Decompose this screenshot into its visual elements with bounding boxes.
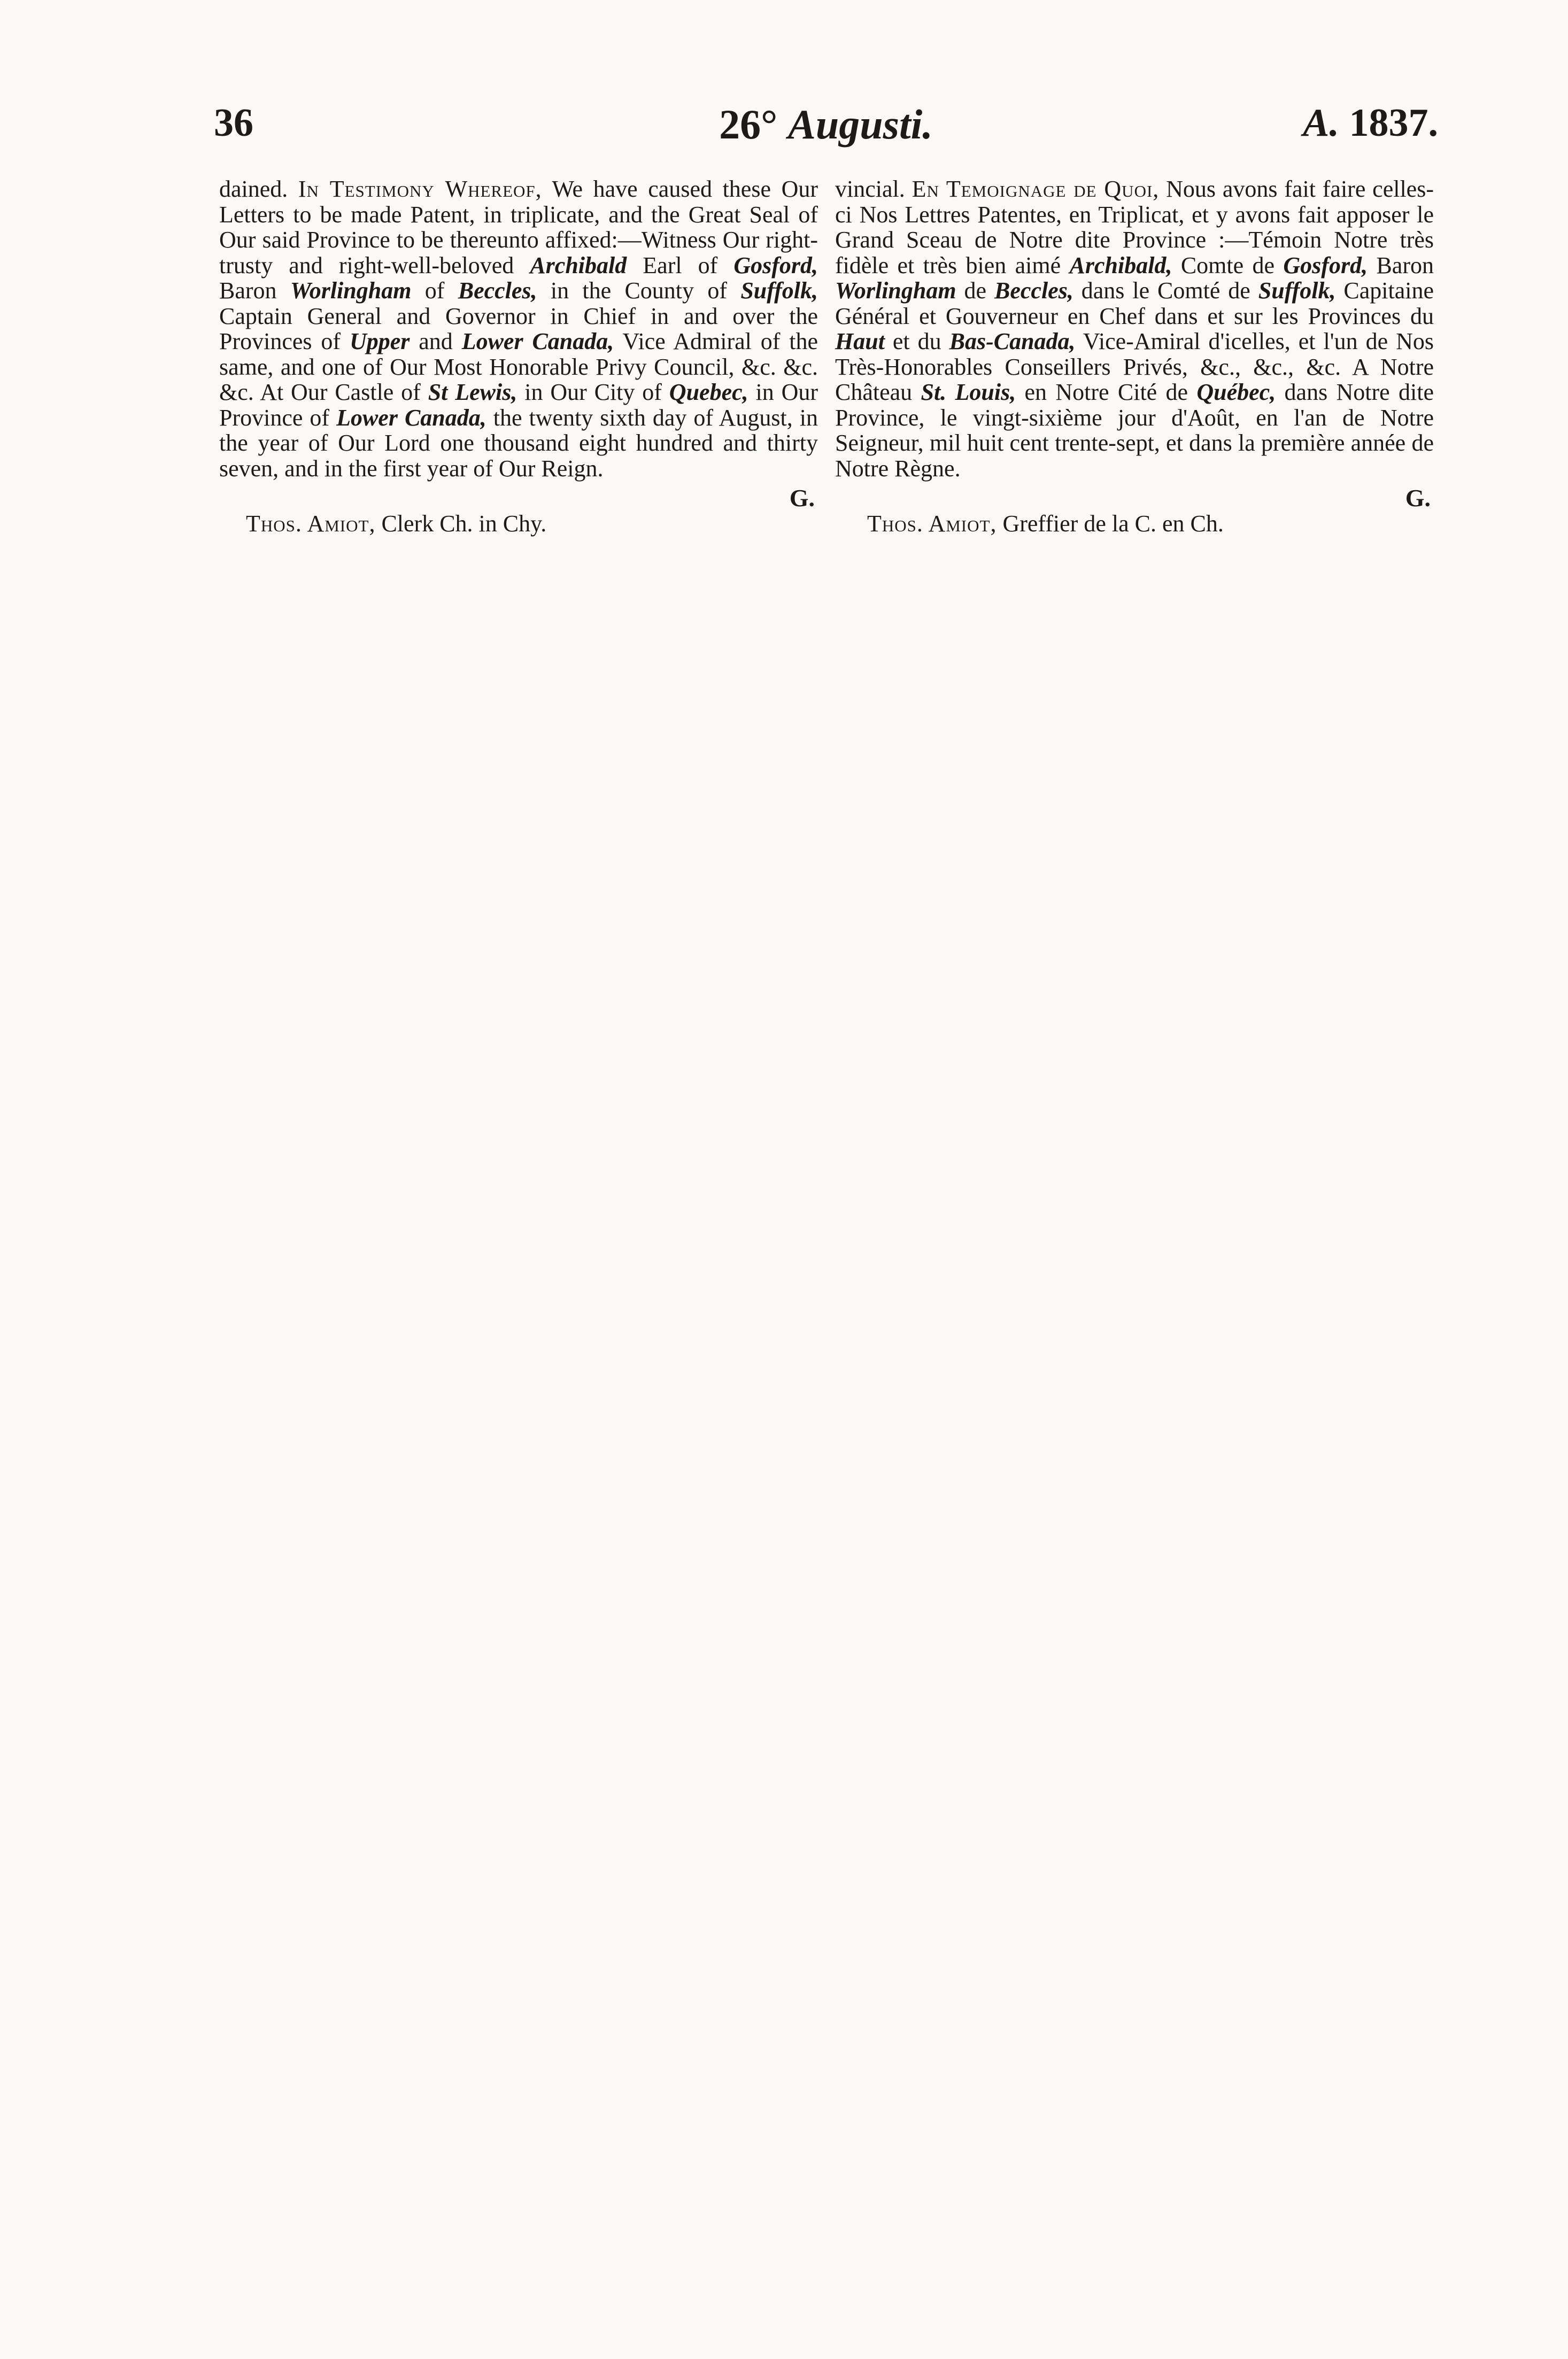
name-haut: Haut xyxy=(835,328,885,354)
header-year xyxy=(1303,100,1438,146)
clerk-name: Thos. Amiot, xyxy=(246,510,376,537)
text-segment: in the County of xyxy=(537,277,741,304)
text-segment: in Our Province of xyxy=(219,379,818,431)
text-segment: Vice-Amiral d'icelles, et l'un de Nos Très-Honorables Conseillers Privés, &c., &c., &c. A Notre Château xyxy=(835,328,1434,405)
page-header xyxy=(214,100,1438,159)
text-segment: dained. xyxy=(219,176,298,202)
clerk-attestation xyxy=(835,511,1434,537)
header-year-value: 1837. xyxy=(1349,101,1438,145)
signature-initials: G. xyxy=(789,484,815,512)
text-segment: Baron xyxy=(219,277,290,304)
name-gosford: Gosford, xyxy=(733,252,818,279)
name-quebec: Québec, xyxy=(1196,379,1276,405)
text-segment: and xyxy=(410,328,462,354)
text-segment: Vice Admiral of the same, and one of Our Most Honorable Privy Council, &c. &c. &c. At Our Castle of xyxy=(219,328,818,405)
name-upper: Upper xyxy=(349,328,410,354)
name-st-louis: St. Louis, xyxy=(921,379,1016,405)
text-segment: dans Notre dite Province, le vingt-sixième jour d'Août, en l'an de Notre Seigneur, mil huit cent trente-sept, et dans la première année de Notre Règne. xyxy=(835,379,1434,482)
page-number: 36 xyxy=(214,101,253,145)
text-segment: We have caused these Our Letters to be made Patent, in triplicate, and the Great Seal of Our said Province to be thereunto affixed:—Witness Our right-trusty and right-well-beloved xyxy=(219,176,818,279)
name-quebec: Quebec, xyxy=(669,379,748,405)
name-bas-canada: Bas-Canada, xyxy=(949,328,1076,354)
clerk-attestation xyxy=(219,511,818,537)
text-segment: vincial. xyxy=(835,176,912,202)
clerk-name: Thos. Amiot, xyxy=(867,510,997,537)
text-segment: de xyxy=(956,277,995,304)
name-archibald: Archibald, xyxy=(1069,252,1172,279)
name-beccles: Beccles, xyxy=(458,277,537,304)
header-year-prefix: A. xyxy=(1303,101,1339,145)
name-archibald: Archibald xyxy=(530,252,627,279)
text-segment: the twenty sixth day of August, in the year of Our Lord one thousand eight hundred and thirty seven, and in the first year of Our Reign. xyxy=(219,404,818,482)
clerk-title: Clerk Ch. in Chy. xyxy=(375,510,547,537)
testimony-phrase: In Testimony Whereof, xyxy=(298,176,542,202)
text-segment: Nous avons fait faire celles-ci Nos Lettres Patentes, en Triplicat, et y avons fait apposer le Grand Sceau de Notre dite Province :—Témoin Notre très fidèle et très bien aimé xyxy=(835,176,1434,279)
name-suffolk: Suffolk, xyxy=(1258,277,1336,304)
name-gosford: Gosford, xyxy=(1283,252,1368,279)
english-column xyxy=(219,176,818,536)
french-column xyxy=(835,176,1434,536)
name-lower-canada: Lower Canada, xyxy=(336,404,486,431)
text-segment: in Our City of xyxy=(517,379,669,405)
text-segment: en Notre Cité de xyxy=(1016,379,1197,405)
text-segment: Comte de xyxy=(1172,252,1284,279)
name-lower-canada: Lower Canada, xyxy=(461,328,614,354)
name-beccles: Beccles, xyxy=(994,277,1073,304)
clerk-title: Greffier de la C. en Ch. xyxy=(997,510,1224,537)
text-segment: Baron xyxy=(1368,252,1434,279)
testimony-phrase: En Temoignage de Quoi, xyxy=(912,176,1160,202)
name-suffolk: Suffolk, xyxy=(740,277,818,304)
name-st-lewis: St Lewis, xyxy=(428,379,517,405)
header-date-day: 26° xyxy=(719,101,778,148)
text-segment: dans le Comté de xyxy=(1073,277,1258,304)
english-proclamation-text xyxy=(219,176,818,481)
text-segment: Earl of xyxy=(627,252,734,279)
text-segment: et du xyxy=(884,328,949,354)
name-worlingham: Worlingham xyxy=(290,277,412,304)
signature-initials: G. xyxy=(1405,484,1431,512)
header-date-month: Augusti. xyxy=(787,101,933,148)
text-segment: of xyxy=(411,277,458,304)
text-segment: Capitaine Général et Gouverneur en Chef dans et sur les Provinces du xyxy=(835,277,1434,329)
french-proclamation-text xyxy=(835,176,1434,481)
header-date xyxy=(214,100,1438,149)
name-worlingham: Worlingham xyxy=(835,277,956,304)
text-segment: Captain General and Governor in Chief in and over the Provinces of xyxy=(219,303,818,354)
